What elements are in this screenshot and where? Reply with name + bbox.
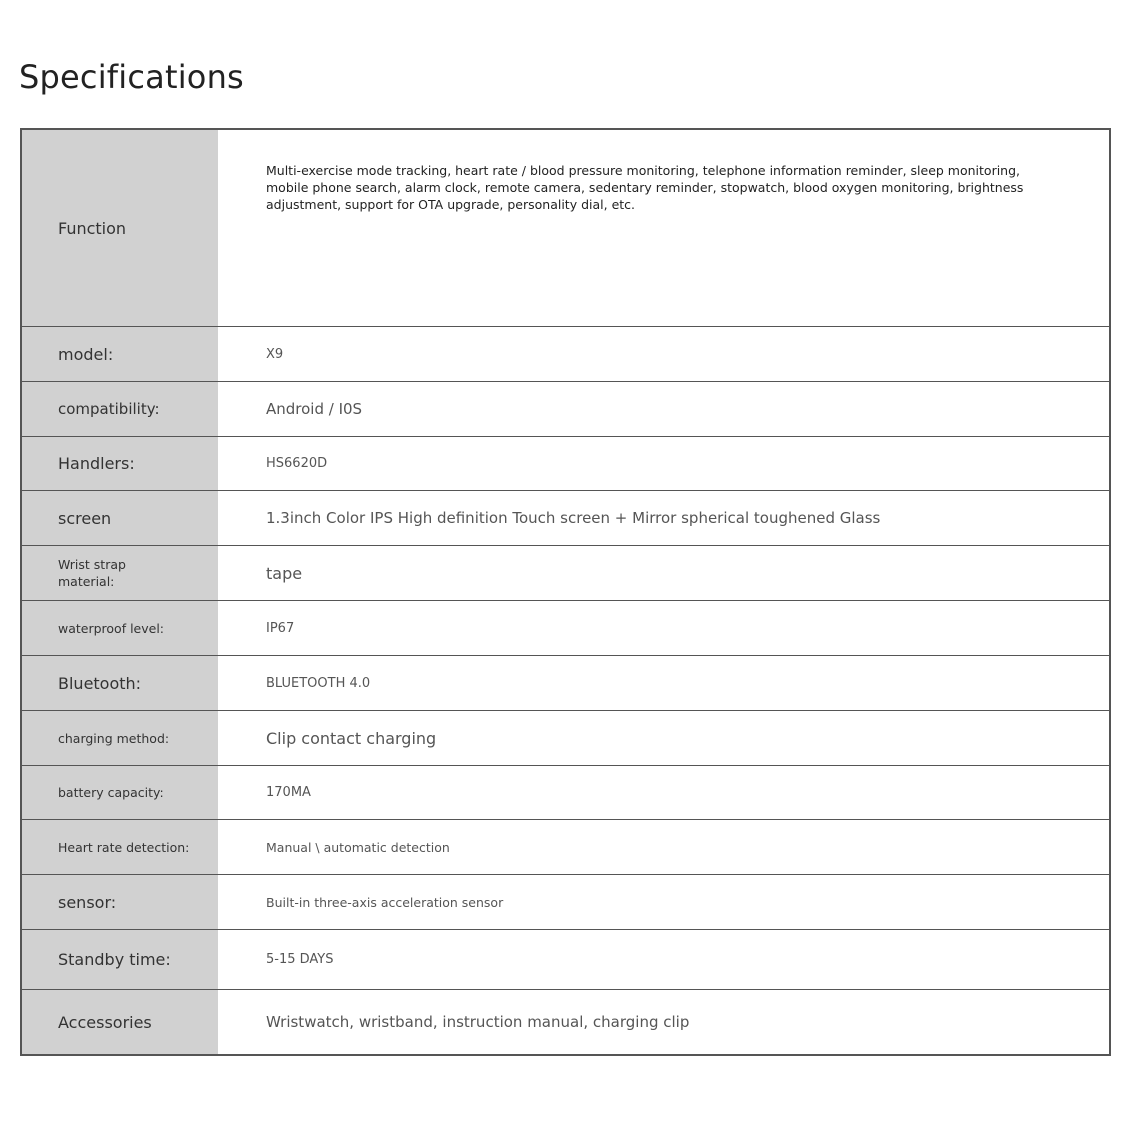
spec-value-waterproof: IP67 (266, 620, 295, 636)
spec-value-battery: 170MA (266, 785, 311, 800)
spec-label-handlers: Handlers: (22, 437, 218, 490)
spec-row-accessories (22, 990, 1109, 1054)
spec-label-compatibility: compatibility: (22, 382, 218, 436)
spec-value-model: X9 (266, 346, 284, 362)
spec-label-function: Function (22, 130, 218, 326)
spec-row-handlers (22, 437, 1109, 491)
spec-value-bluetooth: BLUETOOTH 4.0 (266, 675, 371, 691)
spec-label-accessories: Accessories (22, 990, 218, 1054)
spec-label-waterproof: waterproof level: (22, 601, 218, 655)
spec-value-handlers: HS6620D (266, 456, 328, 471)
spec-label-heart-rate: Heart rate detection: (22, 820, 218, 874)
spec-label-model: model: (22, 327, 218, 381)
spec-value-accessories: Wristwatch, wristband, instruction manual, charging clip (266, 1013, 690, 1031)
spec-row-compatibility (22, 382, 1109, 437)
spec-value-compatibility: Android / I0S (266, 400, 363, 418)
spec-label-screen: screen (22, 491, 218, 545)
spec-value-screen: 1.3inch Color IPS High definition Touch screen + Mirror spherical toughened Glass (266, 509, 881, 527)
spec-row-wrist-strap (22, 546, 1109, 601)
spec-row-charging (22, 711, 1109, 766)
spec-row-waterproof (22, 601, 1109, 656)
specifications-table (20, 128, 1111, 1056)
spec-value-sensor: Built-in three-axis acceleration sensor (266, 894, 504, 910)
spec-row-bluetooth (22, 656, 1109, 711)
spec-row-screen (22, 491, 1109, 546)
spec-label-bluetooth: Bluetooth: (22, 656, 218, 710)
page-title: Specifications (19, 58, 244, 96)
spec-row-model (22, 327, 1109, 382)
spec-row-heart-rate (22, 820, 1109, 875)
spec-row-function (22, 130, 1109, 327)
spec-row-battery (22, 766, 1109, 820)
spec-value-wrist-strap: tape (266, 563, 303, 583)
spec-label-wrist-strap: Wrist strap material: (22, 546, 218, 600)
spec-label-sensor: sensor: (22, 875, 218, 929)
spec-label-standby: Standby time: (22, 930, 218, 989)
spec-value-charging: Clip contact charging (266, 728, 437, 748)
spec-value-function: Multi-exercise mode tracking, heart rate / blood pressure monitoring, telephone information reminder, sleep monitoring, mobile phone search, alarm clock, remote camera, sedentary reminder, stopwatch, blood oxygen monitoring, brightness adjustment, support for OTA upgrade, personality dial, etc. (266, 163, 1024, 212)
spec-label-battery: battery capacity: (22, 766, 218, 819)
spec-label-charging: charging method: (22, 711, 218, 765)
spec-value-heart-rate: Manual \ automatic detection (266, 839, 450, 855)
spec-row-standby (22, 930, 1109, 990)
spec-value-standby: 5-15 DAYS (266, 952, 334, 967)
spec-row-sensor (22, 875, 1109, 930)
